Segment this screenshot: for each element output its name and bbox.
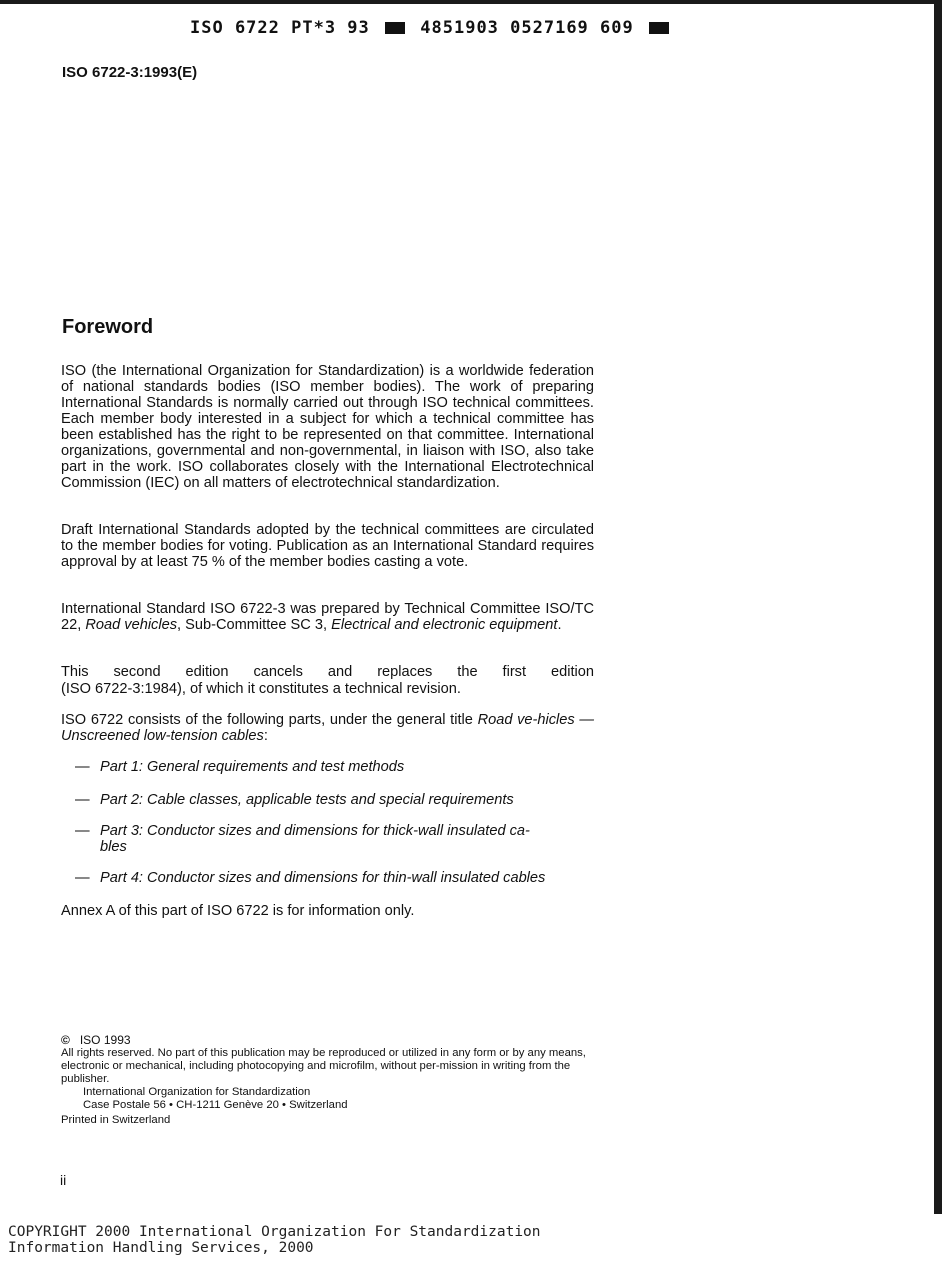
list-dash: — (75, 759, 90, 775)
publisher-name: International Organization for Standardization (83, 1086, 311, 1098)
list-item (75, 870, 595, 886)
list-item (75, 823, 595, 855)
printed-location: Printed in Switzerland (61, 1114, 171, 1126)
p3-subcommittee-title: Electrical and electronic equipment (331, 617, 558, 633)
page-number: ii (60, 1172, 67, 1188)
list-item-text: Part 1: General requirements and test methods (100, 759, 405, 775)
copyright-heading (61, 1034, 596, 1047)
foreword-paragraph-5 (61, 712, 594, 744)
barcode-block-mark (385, 22, 405, 34)
foreword-paragraph-2: Draft International Standards adopted by the technical committees are circulated to the member bodies for voting. Publication as an International Standard requires approval by at least 75 % of the member bodies casting a vote. (61, 522, 594, 570)
copyright-footer-stamp (8, 1224, 541, 1256)
p3-text-c: , Sub-Committee SC 3, (177, 617, 332, 633)
copyright-symbol: © (61, 1033, 70, 1047)
p5-text-a: ISO 6722 consists of the following parts, under the general title (61, 712, 478, 728)
copyright-block (61, 1034, 596, 1127)
foreword-paragraph-3 (61, 601, 594, 633)
list-item-text: Part 4: Conductor sizes and dimensions for thin-wall insulated cables (100, 870, 546, 886)
p5-general-title: Road ve-hicles — Unscreened low-tension cables (61, 712, 594, 744)
list-item-continuation: bles (100, 839, 127, 855)
p5-text-c: : (263, 728, 268, 744)
list-item (75, 759, 595, 775)
list-dash: — (75, 823, 90, 839)
barcode-block-mark (649, 22, 669, 34)
barcode-left-text: ISO 6722 PT*3 93 (190, 18, 370, 38)
list-dash: — (75, 792, 90, 808)
list-dash: — (75, 870, 90, 886)
annex-note: Annex A of this part of ISO 6722 is for information only. (61, 903, 415, 919)
foreword-paragraph-1: ISO (the International Organization for Standardization) is a worldwide federation of national standards bodies (ISO member bodies). The work of preparing International Standards is normally carried out through ISO technical committees. Each member body interested in a subject for which a technical committee has been established has the right to be represented on that committee. International organizations, governmental and non-governmental, in liaison with ISO, also take part in the work. ISO collaborates closely with the International Electrotechnical Commission (IEC) on all matters of electrotechnical standardization. (61, 363, 594, 491)
foreword-paragraph-4-line-2: (ISO 6722-3:1984), of which it constitutes a technical revision. (61, 681, 461, 697)
publisher-address: Case Postale 56 • CH-1211 Genève 20 • Switzerland (83, 1099, 348, 1111)
p3-text-a: International Standard ISO 6722-3 was prepared by Technical Committee ISO/TC 22, (61, 601, 594, 633)
footer-line-1: COPYRIGHT 2000 International Organization For Standardization (8, 1224, 541, 1240)
list-item-text: Part 2: Cable classes, applicable tests and special requirements (100, 792, 514, 808)
list-item (75, 792, 595, 808)
rights-statement: All rights reserved. No part of this publication may be reproduced or utilized in any form or by any means, electronic or mechanical, including photocopying and microfilm, without per-mission in writing from the publisher. (61, 1047, 586, 1085)
list-item-text: Part 3: Conductor sizes and dimensions for thick-wall insulated ca- (100, 823, 530, 839)
barcode-right-text: 4851903 0527169 609 (420, 18, 634, 38)
barcode-header (190, 18, 673, 38)
page-title: Foreword (62, 316, 154, 338)
p3-committee-title: Road vehicles (85, 617, 178, 633)
copyright-year: ISO 1993 (79, 1033, 131, 1047)
p3-text-e: . (557, 617, 562, 633)
footer-line-2: Information Handling Services, 2000 (8, 1240, 314, 1256)
document-id: ISO 6722-3:1993(E) (62, 64, 198, 81)
foreword-paragraph-4-line-1: This second edition cancels and replaces the first edition (61, 664, 594, 680)
